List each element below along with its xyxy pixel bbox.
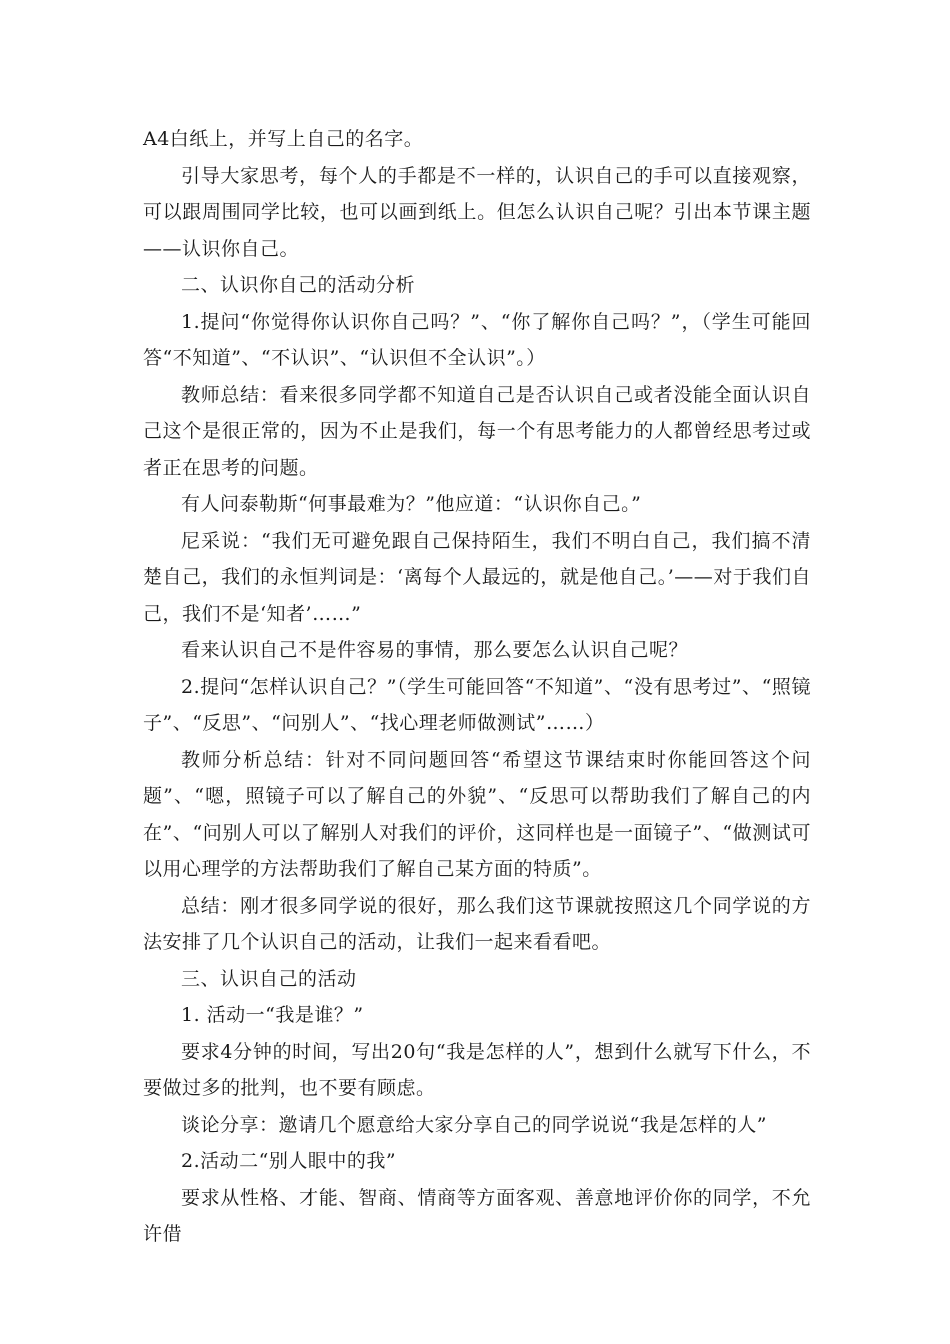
paragraph-11: 总结：刚才很多同学说的很好，那么我们这节课就按照这几个同学说的方法安排了几个认识自己的活动，让我们一起来看看吧。	[143, 894, 811, 953]
section-heading-3: 三、认识自己的活动	[181, 967, 357, 990]
paragraph-16: 2.活动二“别人眼中的我”	[181, 1150, 397, 1172]
paragraph-1: A4白纸上，并写上自己的名字。	[143, 128, 424, 150]
paragraph-6: 有人问泰勒斯“何事最难为？”他应道：“认识你自己。”	[181, 493, 642, 515]
paragraph-4: 1.提问“你觉得你认识你自己吗？”、“你了解你自己吗？”，（学生可能回答“不知道”、“不认识”、“认识但不全认识”。）	[143, 310, 811, 369]
paragraph-5: 教师总结：看来很多同学都不知道自己是否认识自己或者没能全面认识自己这个是很正常的，因为不止是我们，每一个有思考能力的人都曾经思考过或者正在思考的问题。	[143, 383, 811, 479]
paragraph-15: 谈论分享：邀请几个愿意给大家分享自己的同学说说“我是怎样的人”	[181, 1113, 767, 1136]
document-page	[143, 121, 811, 1253]
paragraph-9: 2.提问“怎样认识自己？”（学生可能回答“不知道”、“没有思考过”、“照镜子”、“反思”、“问别人”、“找心理老师做测试”……）	[143, 675, 811, 734]
paragraph-2: 引导大家思考，每个人的手都是不一样的，认识自己的手可以直接观察，可以跟周围同学比较，也可以画到纸上。但怎么认识自己呢？引出本节课主题——认识你自己。	[143, 164, 811, 260]
paragraph-10: 教师分析总结：针对不同问题回答“希望这节课结束时你能回答这个问题”、“嗯，照镜子可以了解自己的外貌”、“反思可以帮助我们了解自己的内在”、“问别人可以了解别人对我们的评价，这同样也是一面镜子”、“做测试可以用心理学的方法帮助我们了解自己某方面的特质”。	[143, 748, 811, 880]
paragraph-14: 要求4分钟的时间，写出20句“我是怎样的人”，想到什么就写下什么，不要做过多的批判，也不要有顾虑。	[143, 1040, 811, 1099]
section-heading-2: 二、认识你自己的活动分析	[181, 274, 416, 296]
paragraph-8: 看来认识自己不是件容易的事情，那么要怎么认识自己呢？	[181, 639, 689, 661]
paragraph-17: 要求从性格、才能、智商、情商等方面客观、善意地评价你的同学，不允许借	[143, 1186, 811, 1245]
paragraph-13: 1. 活动一“我是谁？”	[181, 1004, 364, 1026]
paragraph-7: 尼采说：“我们无可避免跟自己保持陌生，我们不明白自己，我们搞不清楚自己，我们的永恒判词是：‘离每个人最远的，就是他自己。’——对于我们自己，我们不是‘知者’……”	[143, 529, 811, 625]
